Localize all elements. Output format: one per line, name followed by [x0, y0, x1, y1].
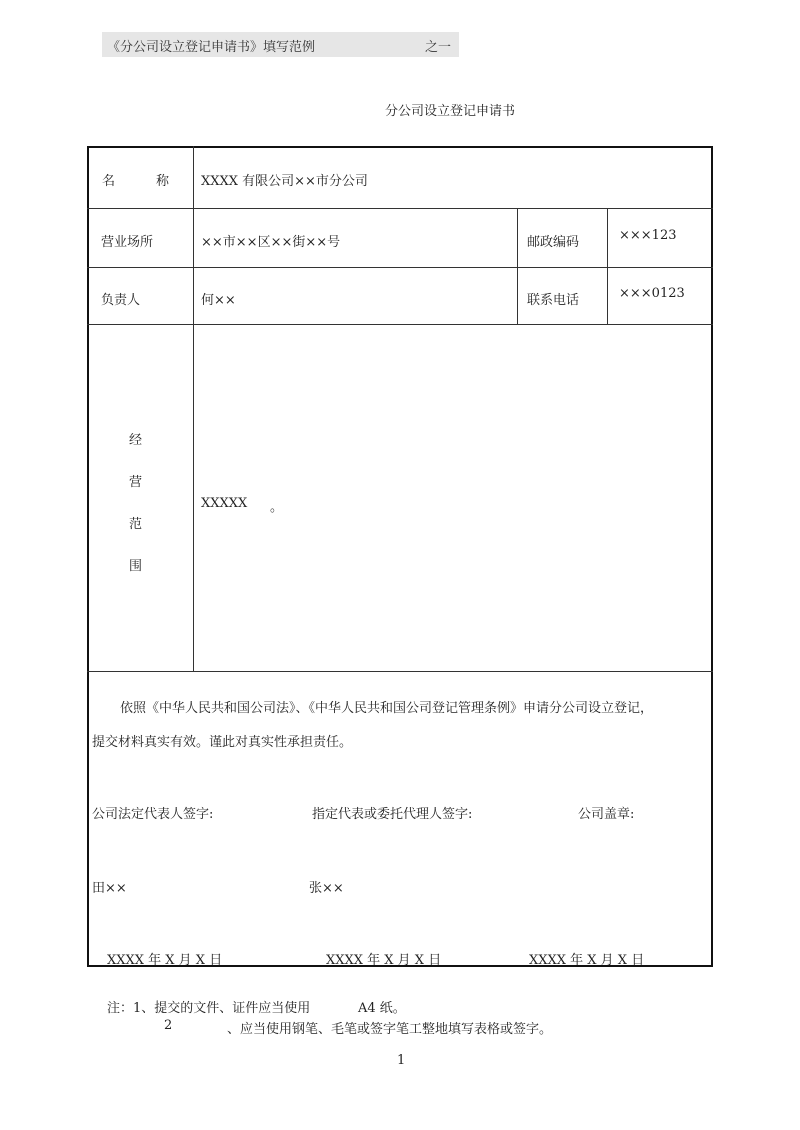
premises-label: 营业场所	[101, 235, 154, 250]
postal-code-label: 邮政编码	[527, 235, 580, 250]
person-in-charge-value: 何××	[201, 293, 236, 308]
company-seal-label: 公司盖章:	[578, 807, 635, 822]
date-agent: XXXX 年 X 月 X 日	[326, 953, 442, 968]
business-scope-label-char-2: 营	[129, 475, 143, 490]
name-label-char-1: 名	[102, 174, 116, 189]
date-seal: XXXX 年 X 月 X 日	[529, 953, 645, 968]
name-value: XXXX 有限公司××市分公司	[201, 174, 368, 189]
phone-value: ×××0123	[619, 286, 685, 301]
declaration-line-2: 提交材料真实有效。谨此对真实性承担责任。	[92, 735, 353, 750]
declaration-line-1: 依照《中华人民共和国公司法》、《中华人民共和国公司登记管理条例》申请分公司设立登记，	[120, 701, 654, 716]
column-divider	[193, 146, 194, 671]
row-divider	[87, 208, 713, 209]
document-title: 分公司设立登记申请书	[384, 104, 515, 119]
column-divider	[517, 208, 518, 324]
premises-value: ××市××区××街××号	[201, 235, 341, 250]
form-table	[87, 146, 713, 967]
row-divider	[87, 267, 713, 268]
note-item-2-number: 2	[164, 1018, 173, 1033]
postal-code-value: ×××123	[619, 228, 677, 243]
business-scope-label-char-3: 范	[129, 517, 143, 532]
column-divider	[607, 208, 608, 324]
agent-signature-label: 指定代表或委托代理人签字:	[312, 807, 473, 822]
date-legal-rep: XXXX 年 X 月 X 日	[107, 953, 223, 968]
note-item-2-text: 、应当使用钢笔、毛笔或签字笔工整地填写表格或签字。	[227, 1022, 553, 1037]
name-label-char-2: 称	[156, 174, 170, 189]
legal-rep-name: 田××	[92, 881, 127, 896]
phone-label: 联系电话	[527, 293, 580, 308]
note-item-1: 注：1、提交的文件、证件应当使用	[107, 1001, 311, 1016]
header-suffix: 之一	[425, 40, 452, 55]
row-divider	[87, 324, 713, 325]
business-scope-value: XXXXX	[201, 496, 248, 511]
legal-rep-signature-label: 公司法定代表人签字:	[92, 807, 214, 822]
page-number: 1	[397, 1053, 406, 1068]
note-paper-size: A4 纸。	[358, 1001, 406, 1016]
header-title: 《分公司设立登记申请书》填写范例	[107, 40, 316, 55]
business-scope-label-char-4: 围	[129, 559, 143, 574]
business-scope-punct: 。	[270, 500, 284, 515]
person-in-charge-label: 负责人	[101, 293, 141, 308]
row-divider	[87, 671, 713, 672]
agent-name: 张××	[309, 881, 344, 896]
business-scope-label-char-1: 经	[129, 433, 143, 448]
